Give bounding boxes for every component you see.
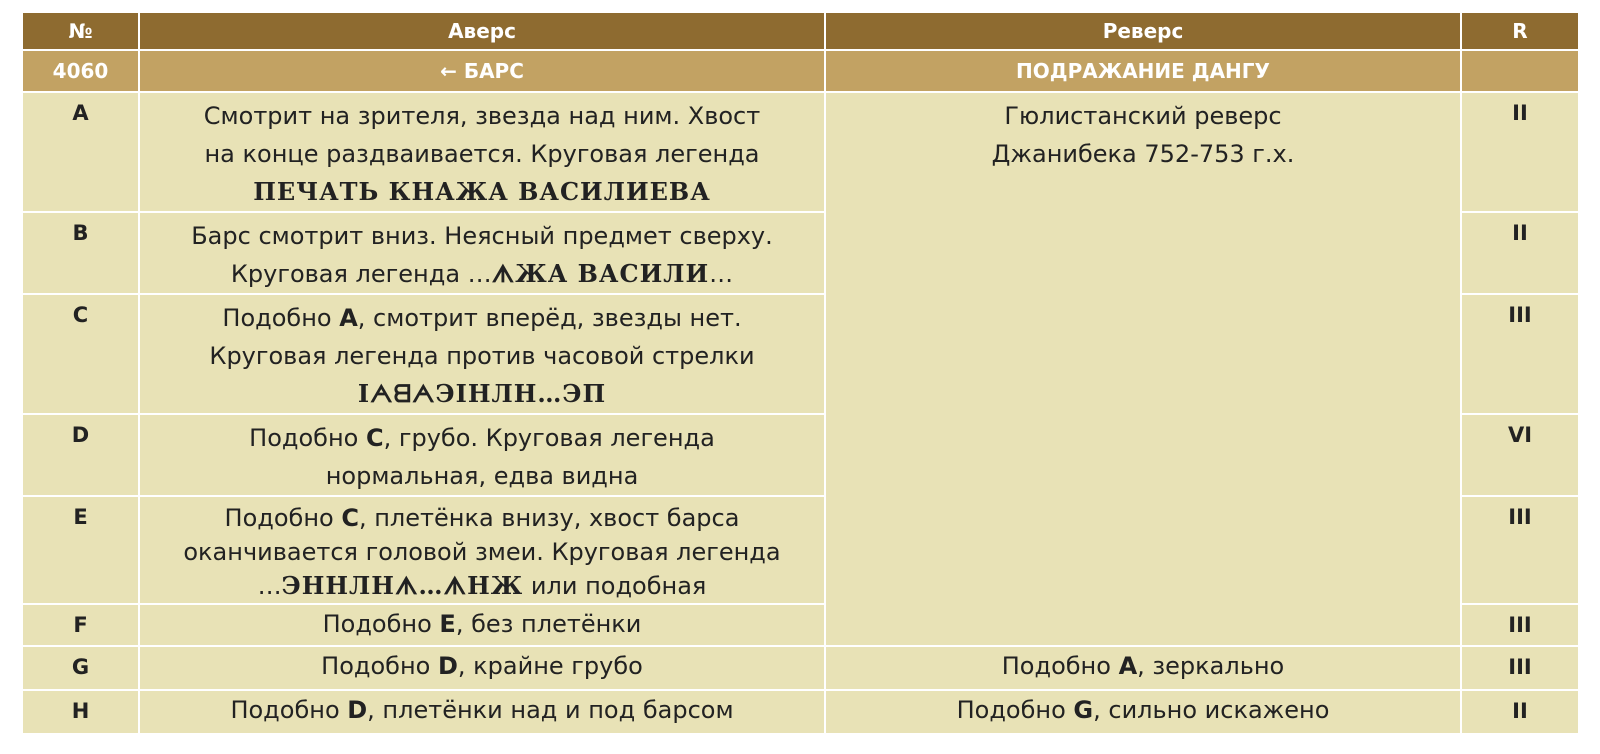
table-row: [22, 690, 1579, 734]
obverse-text: …: [257, 572, 282, 600]
obverse-line: [140, 569, 824, 603]
group-number: 4060: [22, 50, 139, 92]
reverse-line: Гюлистанский реверс: [1004, 102, 1282, 130]
obverse-description: [139, 212, 825, 294]
variant-key: G: [22, 646, 139, 690]
group-reverse: ПОДРАЖАНИЕ ДАНГУ: [825, 50, 1461, 92]
legend-text: ПЕЧАТЬ КНАЖА ВАСИЛИЕВА: [253, 177, 711, 206]
reverse-description: [825, 92, 1461, 646]
reverse-text: Подобно: [956, 696, 1074, 724]
coin-catalog-table: [21, 11, 1580, 735]
variant-key: B: [22, 212, 139, 294]
obverse-line: Смотрит на зрителя, звезда над ним. Хвост: [203, 102, 761, 130]
header-reverse: Реверс: [825, 12, 1461, 50]
group-obverse: ← БАРС: [139, 50, 825, 92]
obverse-text: , плетёнка внизу, хвост барса: [358, 504, 740, 532]
legend-text: ЭННЛНᗑ…ᗑНЖ: [281, 571, 524, 600]
obverse-text: Подобно: [230, 696, 348, 724]
header-number: №: [22, 12, 139, 50]
group-row: [22, 50, 1579, 92]
reference-letter: C: [365, 424, 384, 452]
header-obverse: Аверс: [139, 12, 825, 50]
variant-key: C: [22, 294, 139, 414]
variant-key: E: [22, 496, 139, 604]
obverse-text: Подобно: [322, 610, 440, 638]
obverse-line: Барс смотрит вниз. Неясный предмет сверху.: [191, 222, 773, 250]
variant-key: A: [22, 92, 139, 212]
variant-key: F: [22, 604, 139, 646]
legend-text: IᗅᗺᗅЭIНЛН…ЭП: [357, 379, 607, 408]
rarity-value: VI: [1461, 414, 1579, 496]
obverse-text: Подобно: [321, 652, 438, 680]
obverse-line: Круговая легенда против часовой стрелки: [209, 342, 755, 370]
reverse-description: [825, 646, 1461, 690]
reference-letter: E: [439, 610, 456, 638]
reference-letter: C: [341, 504, 359, 532]
table-row: [22, 646, 1579, 690]
rarity-value: III: [1461, 604, 1579, 646]
rarity-value: III: [1461, 496, 1579, 604]
rarity-value: III: [1461, 294, 1579, 414]
table-row: [22, 92, 1579, 212]
reference-letter: D: [347, 696, 368, 724]
obverse-text: , крайне грубо: [457, 652, 643, 680]
group-rarity: [1461, 50, 1579, 92]
obverse-line: на конце раздваивается. Круговая легенда: [204, 140, 760, 168]
reference-letter: G: [1073, 696, 1094, 724]
variant-key: H: [22, 690, 139, 734]
obverse-text: Подобно: [222, 304, 340, 332]
obverse-line: [140, 299, 824, 337]
obverse-description: [139, 604, 825, 646]
obverse-line: [140, 501, 824, 535]
obverse-text: …: [709, 260, 734, 288]
obverse-line: [140, 605, 824, 643]
obverse-line: оканчивается головой змеи. Круговая легенда: [183, 538, 781, 566]
header-rarity: R: [1461, 12, 1579, 50]
obverse-description: [139, 646, 825, 690]
reverse-text: , зеркально: [1137, 652, 1285, 680]
obverse-line: нормальная, едва видна: [325, 462, 639, 490]
obverse-description: [139, 690, 825, 734]
variant-key: D: [22, 414, 139, 496]
obverse-line: [140, 647, 824, 685]
reverse-text: Подобно: [1001, 652, 1119, 680]
reverse-line: Джанибека 752-753 г.х.: [991, 140, 1295, 168]
legend-text: ᗑЖА ВАСИЛИ: [491, 259, 710, 288]
obverse-line: [140, 691, 824, 729]
obverse-text: , без плетёнки: [455, 610, 642, 638]
obverse-line: [140, 255, 824, 293]
obverse-text: Подобно: [249, 424, 366, 452]
obverse-description: [139, 294, 825, 414]
rarity-value: III: [1461, 646, 1579, 690]
rarity-value: II: [1461, 92, 1579, 212]
rarity-value: II: [1461, 212, 1579, 294]
reverse-text: , сильно искажено: [1093, 696, 1330, 724]
obverse-description: [139, 92, 825, 212]
reverse-line: [826, 647, 1460, 685]
reference-letter: D: [437, 652, 458, 680]
obverse-line: [140, 419, 824, 457]
rarity-value: II: [1461, 690, 1579, 734]
header-row: [22, 12, 1579, 50]
reference-letter: A: [339, 304, 358, 332]
obverse-text: или подобная: [523, 572, 707, 600]
reverse-line: [826, 691, 1460, 729]
obverse-text: Круговая легенда …: [230, 260, 492, 288]
obverse-description: [139, 414, 825, 496]
reverse-description: [825, 690, 1461, 734]
obverse-description: [139, 496, 825, 604]
obverse-text: Подобно: [224, 504, 342, 532]
obverse-text: , грубо. Круговая легенда: [383, 424, 715, 452]
reference-letter: A: [1118, 652, 1138, 680]
obverse-text: , плетёнки над и под барсом: [367, 696, 734, 724]
obverse-text: , смотрит вперёд, звезды нет.: [357, 304, 742, 332]
